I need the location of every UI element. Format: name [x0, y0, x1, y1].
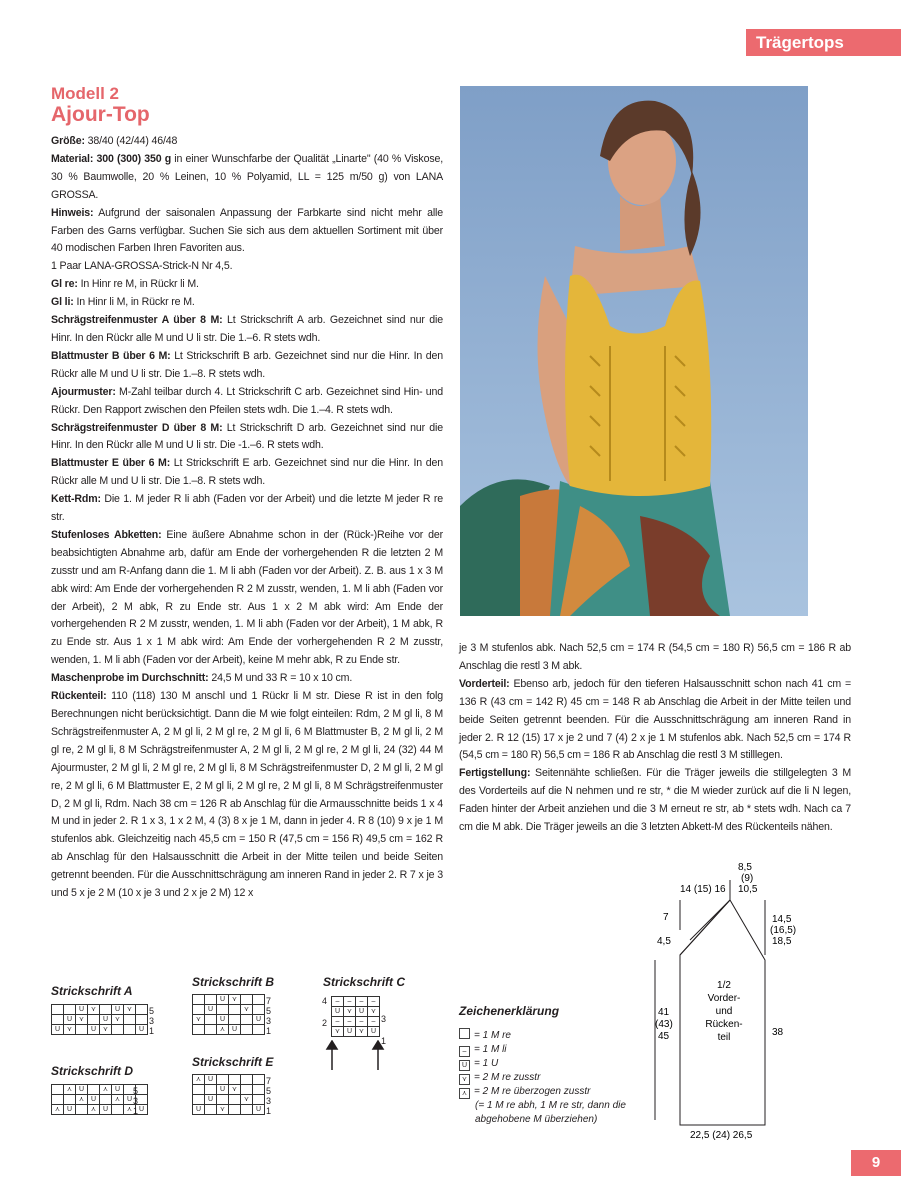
chart-c-repeat-arrows: [323, 1040, 393, 1072]
chart-c-rows-left: 4 2: [322, 996, 328, 1028]
paragraph: Schrägstreifenmuster D über 8 M: Lt Strickschrift D arb. Gezeichnet sind nur die Hinr. In den Rückr alle M und U li str. Die -1.–6. R stets wdh.: [51, 421, 443, 452]
paragraph: Gl li: In Hinr li M, in Rückr re M.: [51, 296, 195, 309]
paragraph: Blattmuster B über 6 M: Lt Strickschrift B arb. Gezeichnet sind nur die Hinr. In den Rückr alle M und U li str. Die 1.–8. R stets wdh.: [51, 349, 443, 380]
chart-a-title: Strickschrift A: [51, 984, 133, 998]
dim-right-b: (16,5): [770, 925, 797, 936]
paragraph: Größe: 38/40 (42/44) 46/48: [51, 135, 178, 147]
dim-left-b: 4,5: [657, 936, 671, 947]
page-number: 9: [851, 1150, 901, 1176]
chart-b-title: Strickschrift B: [192, 975, 275, 989]
dim-right-c: 18,5: [772, 936, 792, 947]
model-label: Modell 2: [51, 84, 120, 103]
yarnover-symbol-icon: U: [459, 1060, 470, 1071]
label-center-4: Rücken-: [705, 1019, 743, 1030]
instructions-left-column: [51, 133, 443, 903]
dim-bottom: 22,5 (24) 26,5: [690, 1130, 753, 1141]
paragraph: Material: 300 (300) 350 g in einer Wunschfarbe der Qualität „Linarte" (40 % Viskose, 30 % Baumwolle, 20 % Leinen, 10 % Polyamid, LL = 125 m/50 g) von LANA GROSSA.: [51, 152, 444, 201]
dim-left-a: 7: [663, 912, 669, 923]
dim-top-right: 8,5: [738, 862, 752, 873]
dim-left-h3: 45: [658, 1031, 670, 1042]
chart-b-rows: 7 5 3 1: [266, 996, 272, 1036]
chart-c-rows-right: 3 1: [381, 1014, 387, 1046]
legend-item: – = 1 M li: [459, 1043, 626, 1057]
skpo-symbol-icon: ⋏: [459, 1088, 470, 1099]
legend-item: ⋎ = 2 M re zusstr: [459, 1071, 626, 1085]
garment-schematic: [620, 860, 850, 1145]
chart-c-grid: – – – – U ⋎ U ⋎ – – – – ⋎ U ⋎ U: [331, 996, 380, 1037]
model-photo-illustration: [460, 86, 808, 616]
legend-item: = 1 M re: [459, 1028, 626, 1043]
dim-left-h1: 41: [658, 1007, 670, 1018]
dim-top-right-3: 10,5: [738, 884, 758, 895]
knit-symbol-icon: [459, 1028, 470, 1039]
legend-item: U = 1 U: [459, 1057, 626, 1071]
legend: [459, 1028, 626, 1127]
paragraph: Blattmuster E über 6 M: Lt Strickschrift E arb. Gezeichnet sind nur die Hinr. In den Rückr alle M und U li str. Die 1.–8. R stets wdh.: [51, 457, 443, 488]
paragraph: Vorderteil: Ebenso arb, jedoch für den tieferen Halsausschnitt schon nach 41 cm = 136 R (43 cm = 142 R) 45 cm = 148 R ab Anschlag die Arbeit in der Mitte teilen und beide Seiten getrennt beenden. Für die Ausschnittschrägung am inneren Rand in jeder 2. R 12 (15) 17 x je 2 und 7 (4) 2 x je 1 M stufenlos abk. Nach 52,5 cm = 174 R (54,5 cm = 180 R) 56,5 cm = 186 R ab Anschlag die restl 3 M stilllegen.: [459, 677, 851, 762]
chart-d-title: Strickschrift D: [51, 1064, 134, 1078]
k2tog-symbol-icon: ⋎: [459, 1074, 470, 1085]
dim-right-h: 38: [772, 1027, 784, 1038]
legend-note: (= 1 M re abh, 1 M re str, dann die: [475, 1100, 626, 1111]
paragraph: Gl re: In Hinr re M, in Rückr li M.: [51, 278, 199, 291]
legend-item: ⋏ = 2 M re überzogen zusstr: [459, 1085, 626, 1099]
chart-a-grid: U ⋎ U ⋎ U ⋎ U ⋎ U ⋎ U ⋎ U: [51, 1004, 148, 1035]
paragraph: Fertigstellung: Seitennähte schließen. Für die Träger jeweils die stillgelegten 3 M des Vorderteils auf die N nehmen und re str, * die M wieder zurück auf die li N legen, Faden hinter der Arbeit anziehen und die 3 M erneut re str, ab * stets wdh. Nach ca 7 cm die M abk. Die Träger jeweils an die 3 letzten Abkett-M des Rückenteils nähen.: [459, 767, 851, 834]
label-center-3: und: [715, 1006, 733, 1017]
paragraph: Maschenprobe im Durchschnitt: 24,5 M und 33 R = 10 x 10 cm.: [51, 672, 353, 685]
label-center-1: 1/2: [717, 980, 731, 991]
chart-b-grid: U ⋎ U ⋎ ⋎ U U ⋏ U: [192, 994, 265, 1035]
chart-c-title: Strickschrift C: [323, 975, 406, 989]
arrow-right-head: [373, 1041, 383, 1049]
dim-top-right-2: (9): [741, 873, 754, 884]
chart-a-rows: 5 3 1: [149, 1006, 155, 1036]
chart-e-grid: ⋏ U U ⋎ U ⋎ U ⋎ U: [192, 1074, 265, 1115]
paragraph: Hinweis: Aufgrund der saisonalen Anpassung der Farbkarte sind nicht mehr alle Farben des Garns verfügbar. Suchen Sie sich aus dem aktuellen Sortiment mit über 40 modischen Farben Ihren Favoriten aus.: [51, 206, 443, 255]
label-center-2: Vorder-: [707, 993, 741, 1004]
dim-top-width: 14 (15) 16: [680, 884, 726, 895]
paragraph: je 3 M stufenlos abk. Nach 52,5 cm = 174 R (54,5 cm = 180 R) 56,5 cm = 186 R ab Anschlag die restl 3 M abk.: [459, 642, 851, 672]
model-photo: [460, 86, 808, 616]
paragraph: 1 Paar LANA-GROSSA-Strick-N Nr 4,5.: [51, 260, 233, 273]
model-title: Ajour-Top: [51, 103, 150, 126]
legend-title: Zeichenerklärung: [459, 1004, 560, 1018]
chart-e-title: Strickschrift E: [192, 1055, 274, 1069]
arrow-left-head: [327, 1041, 337, 1049]
paragraph: Kett-Rdm: Die 1. M jeder R li abh (Faden vor der Arbeit) und die letzte M jeder R re str.: [51, 493, 443, 524]
legend-note: abgehobene M überziehen): [475, 1114, 598, 1125]
chart-e-rows: 7 5 3 1: [266, 1076, 272, 1116]
chart-d-grid: ⋏ U ⋏ U ⋏ U ⋏ U ⋏ U ⋏ U ⋏ U: [51, 1084, 148, 1115]
chart-d-rows: 5 3 1: [133, 1086, 139, 1116]
paragraph: Schrägstreifenmuster A über 8 M: Lt Strickschrift A arb. Gezeichnet sind nur die Hinr. In den Rückr alle M und U li str. Die 1.–6. R stets wdh.: [51, 314, 443, 344]
dim-left-h2: (43): [655, 1019, 673, 1030]
purl-symbol-icon: –: [459, 1046, 470, 1057]
section-tag: Trägertops: [746, 29, 901, 56]
paragraph: Stufenloses Abketten: Eine äußere Abnahme schon in der (Rück-)Reihe vor der beabsichtigten Abnahme arb, dafür am Ende der vorhergehenden R die letzten 2 M zusstr und am R-Anfang dann die 1. M li abh (Faden vor der Arbeit). Z. B. aus 1 x 3 M abk wird: Am Ende der vorhergehenden R 2 M zusstr, wenden, 1. M li abh (Faden vor der Arbeit), 2 M abk, R zu Ende str. Aus 1 x 2 M abk wird: Am Ende der vorhergehenden R 2 M zusstr, wenden, 1. M li abh (Faden vor der Arbeit), 1 M abk, R zu Ende str. Aus 1 x 1 M abk wird: Am Ende der vorhergehenden R 2 M zusstr, wenden, 1. M li abh (Faden vor der Arbeit), keine M mehr abk, R zu Ende str.: [51, 528, 443, 667]
dim-right-a: 14,5: [772, 914, 792, 925]
instructions-right-column: [459, 640, 851, 837]
label-center-5: teil: [717, 1032, 731, 1043]
paragraph: Ajourmuster: M-Zahl teilbar durch 4. Lt Strickschrift C arb. Gezeichnet sind Hin- und Rückr. Den Rapport zwischen den Pfeilen stets wdh. Die 1.–4. R stets wdh.: [51, 385, 443, 416]
paragraph: Rückenteil: 110 (118) 130 M anschl und 1 Rückr li M str. Diese R ist in den folg Berechnungen nicht berücksichtigt. Dann die M wie folgt einteilen: Rdm, 2 M gl li, 8 M Schrägstreifenmuster A, 2 M gl li, 2 M gl re, 2 M gl li, 6 M Blattmuster B, 2 M gl li, 2 M gl re, 2 M gl li, 8 M Schrägstreifenmuster A, 2 M gl li, 2 M gl re, 2 M gl li, 24 (32) 44 M Ajourmuster, 2 M gl li, 2 M gl re, 2 M gl li, 8 M Schrägstreifenmuster D, 2 M gl li, 2 M gl re, 2 M gl li, 6 M Blattmuster E, 2 M gl li, 2 M gl re, 2 M gl li, 8 M Schrägstreifenmuster D, 2 M gl li, Rdm. Nach 38 cm = 126 R ab Anschlag für die Armausschnitte beids 1 x 4 M und in jeder 2. R 1 x 3, 1 x 2 M, 4 (3) 8 x je 1 M, dann in jeder 4. R 8 (10) 9 x je 1 M stufenlos abk. Gleichzeitig nach 45,5 cm = 150 R (47,5 cm = 156 R) 49,5 cm = 162 R ab Anschlag für den Halsausschnitt die Arbeit in der Mitte teilen und beide Seiten getrennt beenden. Für die Ausschnittschrägung am inneren Rand in jeder 2. R 7 x je 3 und 5 x je 2 M (10 x je 3 und 2 x je 2 M) 12 x: [51, 690, 443, 900]
